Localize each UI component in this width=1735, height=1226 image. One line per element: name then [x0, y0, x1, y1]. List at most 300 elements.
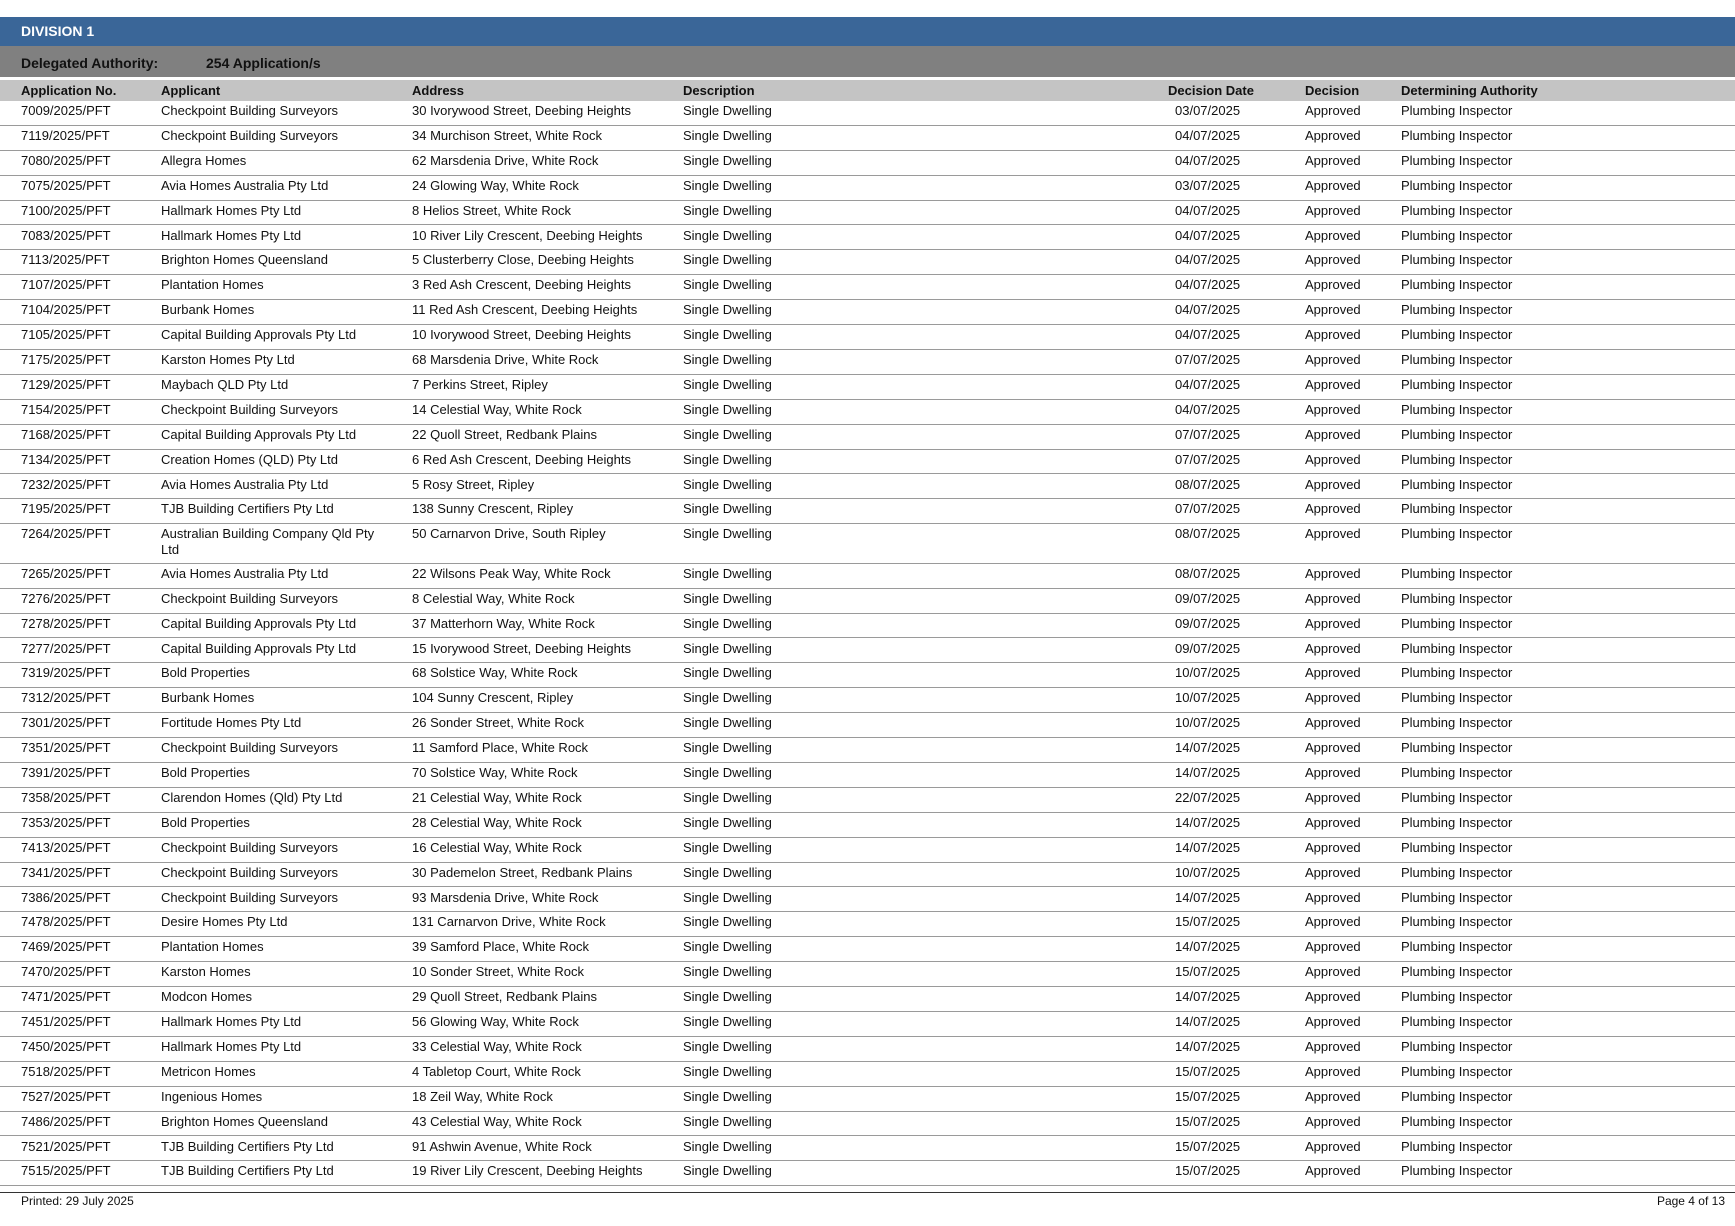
cell-application-no: 7341/2025/PFT — [21, 864, 111, 880]
cell-application-no: 7195/2025/PFT — [21, 501, 111, 517]
cell-decision-date: 04/07/2025 — [1175, 277, 1241, 293]
cell-application-no: 7075/2025/PFT — [21, 177, 111, 193]
cell-description: Single Dwelling — [683, 690, 772, 706]
authority-label: Delegated Authority: — [21, 55, 159, 71]
cell-decision: Approved — [1305, 1088, 1361, 1104]
cell-decision-date: 14/07/2025 — [1175, 1014, 1241, 1029]
table-row — [0, 738, 1735, 763]
cell-description: Single Dwelling — [683, 127, 772, 143]
cell-address: 5 Clusterberry Close, Deebing Heights — [412, 252, 634, 268]
cell-decision-date: 10/07/2025 — [1175, 864, 1241, 880]
cell-address: 26 Sonder Street, White Rock — [412, 715, 584, 731]
cell-application-no: 7264/2025/PFT — [21, 526, 111, 542]
cell-description: Single Dwelling — [683, 740, 772, 756]
cell-description: Single Dwelling — [683, 1113, 772, 1129]
cell-description: Single Dwelling — [683, 914, 772, 930]
cell-decision: Approved — [1305, 1014, 1361, 1029]
header-address: Address — [412, 83, 465, 98]
cell-decision: Approved — [1305, 964, 1361, 980]
cell-decision-date: 14/07/2025 — [1175, 889, 1241, 905]
cell-applicant: Hallmark Homes Pty Ltd — [161, 202, 302, 218]
cell-applicant: Capital Building Approvals Pty Ltd — [161, 426, 357, 442]
cell-decision: Approved — [1305, 914, 1361, 930]
cell-determining-authority: Plumbing Inspector — [1401, 590, 1513, 606]
cell-determining-authority: Plumbing Inspector — [1401, 964, 1513, 980]
cell-address: 19 River Lily Crescent, Deebing Heights — [412, 1163, 643, 1179]
cell-address: 21 Celestial Way, White Rock — [412, 789, 582, 805]
cell-application-no: 7080/2025/PFT — [21, 152, 111, 168]
cell-description: Single Dwelling — [683, 501, 772, 517]
table-row — [0, 1161, 1735, 1186]
cell-determining-authority: Plumbing Inspector — [1401, 451, 1513, 467]
cell-decision: Approved — [1305, 127, 1361, 143]
cell-determining-authority: Plumbing Inspector — [1401, 765, 1513, 780]
cell-decision: Approved — [1305, 177, 1361, 193]
cell-description: Single Dwelling — [683, 640, 772, 656]
cell-applicant: Modcon Homes — [161, 989, 253, 1005]
cell-decision: Approved — [1305, 864, 1361, 880]
cell-decision: Approved — [1305, 526, 1361, 542]
cell-determining-authority: Plumbing Inspector — [1401, 1038, 1513, 1054]
cell-determining-authority: Plumbing Inspector — [1401, 252, 1513, 268]
table-row — [0, 1062, 1735, 1087]
table-row — [0, 325, 1735, 350]
cell-decision-date: 14/07/2025 — [1175, 814, 1241, 830]
table-row — [0, 564, 1735, 589]
cell-decision: Approved — [1305, 476, 1361, 492]
cell-description: Single Dwelling — [683, 401, 772, 417]
cell-decision: Approved — [1305, 1163, 1361, 1179]
cell-address: 28 Celestial Way, White Rock — [412, 814, 582, 830]
cell-decision-date: 09/07/2025 — [1175, 640, 1241, 656]
cell-determining-authority: Plumbing Inspector — [1401, 1113, 1513, 1129]
cell-decision-date: 10/07/2025 — [1175, 665, 1241, 681]
table-row — [0, 912, 1735, 937]
cell-address: 3 Red Ash Crescent, Deebing Heights — [412, 277, 631, 293]
cell-applicant: Brighton Homes Queensland — [161, 252, 328, 268]
cell-description: Single Dwelling — [683, 451, 772, 467]
cell-determining-authority: Plumbing Inspector — [1401, 202, 1513, 218]
cell-determining-authority: Plumbing Inspector — [1401, 640, 1513, 656]
cell-description: Single Dwelling — [683, 1088, 772, 1104]
cell-decision-date: 03/07/2025 — [1175, 177, 1241, 193]
cell-application-no: 7478/2025/PFT — [21, 914, 111, 930]
cell-address: 22 Quoll Street, Redbank Plains — [412, 426, 597, 442]
cell-determining-authority: Plumbing Inspector — [1401, 1063, 1513, 1079]
cell-description: Single Dwelling — [683, 839, 772, 855]
cell-determining-authority: Plumbing Inspector — [1401, 939, 1513, 955]
cell-determining-authority: Plumbing Inspector — [1401, 476, 1513, 492]
cell-address: 104 Sunny Crescent, Ripley — [412, 690, 574, 706]
cell-applicant: Desire Homes Pty Ltd — [161, 914, 288, 930]
cell-determining-authority: Plumbing Inspector — [1401, 302, 1513, 318]
cell-application-no: 7319/2025/PFT — [21, 665, 111, 681]
cell-determining-authority: Plumbing Inspector — [1401, 864, 1513, 880]
cell-address: 14 Celestial Way, White Rock — [412, 401, 582, 417]
cell-decision: Approved — [1305, 1038, 1361, 1054]
cell-address: 91 Ashwin Avenue, White Rock — [412, 1138, 592, 1154]
table-header — [0, 80, 1735, 101]
table-row — [0, 813, 1735, 838]
cell-decision: Approved — [1305, 103, 1361, 118]
cell-description: Single Dwelling — [683, 1163, 772, 1179]
cell-description: Single Dwelling — [683, 277, 772, 293]
cell-decision: Approved — [1305, 989, 1361, 1005]
cell-decision: Approved — [1305, 615, 1361, 631]
cell-decision: Approved — [1305, 1063, 1361, 1079]
cell-applicant: Capital Building Approvals Pty Ltd — [161, 327, 357, 343]
cell-determining-authority: Plumbing Inspector — [1401, 376, 1513, 392]
cell-application-no: 7168/2025/PFT — [21, 426, 111, 442]
cell-decision: Approved — [1305, 814, 1361, 830]
cell-application-no: 7105/2025/PFT — [21, 327, 111, 343]
cell-decision-date: 09/07/2025 — [1175, 590, 1241, 606]
cell-application-no: 7451/2025/PFT — [21, 1014, 111, 1029]
table-row — [0, 987, 1735, 1012]
cell-decision-date: 22/07/2025 — [1175, 789, 1241, 805]
table-row — [0, 176, 1735, 201]
cell-determining-authority: Plumbing Inspector — [1401, 615, 1513, 631]
cell-address: 10 Sonder Street, White Rock — [412, 964, 584, 980]
cell-determining-authority: Plumbing Inspector — [1401, 989, 1513, 1005]
cell-address: 68 Marsdenia Drive, White Rock — [412, 352, 599, 367]
page-number: Page 4 of 13 — [1656, 1194, 1725, 1208]
cell-applicant: Clarendon Homes (Qld) Pty Ltd — [161, 789, 343, 805]
cell-decision: Approved — [1305, 451, 1361, 467]
cell-description: Single Dwelling — [683, 202, 772, 218]
cell-decision: Approved — [1305, 252, 1361, 268]
cell-application-no: 7175/2025/PFT — [21, 352, 111, 367]
cell-address: 7 Perkins Street, Ripley — [412, 376, 548, 392]
cell-decision: Approved — [1305, 202, 1361, 218]
cell-application-no: 7470/2025/PFT — [21, 964, 111, 980]
cell-application-no: 7391/2025/PFT — [21, 765, 111, 780]
cell-applicant: Capital Building Approvals Pty Ltd — [161, 615, 357, 631]
cell-description: Single Dwelling — [683, 964, 772, 980]
table-row — [0, 788, 1735, 813]
cell-address: 8 Celestial Way, White Rock — [412, 590, 575, 606]
cell-address: 30 Pademelon Street, Redbank Plains — [412, 864, 633, 880]
cell-determining-authority: Plumbing Inspector — [1401, 665, 1513, 681]
cell-applicant: Burbank Homes — [161, 302, 255, 318]
cell-address: 39 Samford Place, White Rock — [412, 939, 590, 955]
cell-description: Single Dwelling — [683, 426, 772, 442]
header-application-no: Application No. — [21, 83, 117, 98]
cell-decision-date: 14/07/2025 — [1175, 939, 1241, 955]
cell-decision: Approved — [1305, 302, 1361, 318]
cell-decision-date: 09/07/2025 — [1175, 615, 1241, 631]
cell-applicant: Brighton Homes Queensland — [161, 1113, 328, 1129]
table-row — [0, 275, 1735, 300]
cell-determining-authority: Plumbing Inspector — [1401, 227, 1513, 243]
cell-applicant: Checkpoint Building Surveyors — [161, 401, 339, 417]
cell-applicant: Allegra Homes — [161, 152, 247, 168]
cell-description: Single Dwelling — [683, 177, 772, 193]
cell-description: Single Dwelling — [683, 1138, 772, 1154]
table-row — [0, 1037, 1735, 1062]
table-row — [0, 763, 1735, 788]
cell-applicant: Fortitude Homes Pty Ltd — [161, 715, 302, 731]
table-row — [0, 151, 1735, 176]
cell-applicant: Karston Homes Pty Ltd — [161, 352, 295, 367]
cell-decision: Approved — [1305, 939, 1361, 955]
cell-description: Single Dwelling — [683, 864, 772, 880]
cell-decision-date: 07/07/2025 — [1175, 501, 1241, 517]
cell-application-no: 7104/2025/PFT — [21, 302, 111, 318]
cell-address: 11 Red Ash Crescent, Deebing Heights — [412, 302, 638, 318]
cell-application-no: 7351/2025/PFT — [21, 740, 111, 756]
footer-divider — [0, 1192, 1735, 1193]
cell-applicant: Bold Properties — [161, 814, 250, 830]
cell-decision-date: 04/07/2025 — [1175, 401, 1241, 417]
cell-address: 10 Ivorywood Street, Deebing Heights — [412, 327, 631, 343]
cell-decision-date: 14/07/2025 — [1175, 989, 1241, 1005]
cell-address: 8 Helios Street, White Rock — [412, 202, 571, 218]
cell-decision: Approved — [1305, 277, 1361, 293]
table-row — [0, 300, 1735, 325]
cell-decision-date: 15/07/2025 — [1175, 1063, 1241, 1079]
cell-address: 4 Tabletop Court, White Rock — [412, 1063, 581, 1079]
cell-applicant: TJB Building Certifiers Pty Ltd — [161, 1163, 334, 1179]
cell-application-no: 7113/2025/PFT — [21, 252, 110, 268]
cell-description: Single Dwelling — [683, 665, 772, 681]
header-description: Description — [683, 83, 755, 98]
cell-decision-date: 04/07/2025 — [1175, 202, 1241, 218]
cell-determining-authority: Plumbing Inspector — [1401, 426, 1513, 442]
table-row — [0, 475, 1735, 500]
cell-address: 68 Solstice Way, White Rock — [412, 665, 578, 681]
cell-application-no: 7301/2025/PFT — [21, 715, 111, 731]
cell-address: 29 Quoll Street, Redbank Plains — [412, 989, 597, 1005]
cell-decision-date: 04/07/2025 — [1175, 252, 1241, 268]
cell-decision-date: 14/07/2025 — [1175, 839, 1241, 855]
cell-decision-date: 08/07/2025 — [1175, 526, 1241, 542]
table-row — [0, 126, 1735, 151]
cell-decision: Approved — [1305, 789, 1361, 805]
cell-description: Single Dwelling — [683, 765, 772, 780]
cell-determining-authority: Plumbing Inspector — [1401, 1088, 1513, 1104]
cell-decision: Approved — [1305, 401, 1361, 417]
cell-determining-authority: Plumbing Inspector — [1401, 1014, 1513, 1029]
cell-decision: Approved — [1305, 1138, 1361, 1154]
cell-decision-date: 07/07/2025 — [1175, 426, 1241, 442]
table-row — [0, 101, 1735, 126]
cell-decision: Approved — [1305, 889, 1361, 905]
table-row — [0, 888, 1735, 913]
application-count: 254 Application/s — [206, 55, 321, 71]
cell-applicant: Capital Building Approvals Pty Ltd — [161, 640, 357, 656]
cell-applicant: Plantation Homes — [161, 277, 264, 293]
cell-determining-authority: Plumbing Inspector — [1401, 715, 1513, 731]
table-row — [0, 499, 1735, 524]
cell-applicant: Checkpoint Building Surveyors — [161, 103, 339, 118]
cell-description: Single Dwelling — [683, 352, 772, 367]
cell-applicant: Hallmark Homes Pty Ltd — [161, 1014, 302, 1029]
cell-applicant: Checkpoint Building Surveyors — [161, 590, 339, 606]
cell-address: 43 Celestial Way, White Rock — [412, 1113, 582, 1129]
cell-determining-authority: Plumbing Inspector — [1401, 277, 1513, 293]
table-row — [0, 375, 1735, 400]
cell-description: Single Dwelling — [683, 590, 772, 606]
cell-decision: Approved — [1305, 715, 1361, 731]
cell-decision: Approved — [1305, 665, 1361, 681]
table-row — [0, 1112, 1735, 1137]
cell-applicant: Burbank Homes — [161, 690, 255, 706]
cell-application-no: 7277/2025/PFT — [21, 640, 111, 656]
cell-applicant: Plantation Homes — [161, 939, 264, 955]
cell-decision: Approved — [1305, 327, 1361, 343]
cell-decision-date: 04/07/2025 — [1175, 227, 1241, 243]
cell-description: Single Dwelling — [683, 1038, 772, 1054]
cell-application-no: 7154/2025/PFT — [21, 401, 111, 417]
cell-determining-authority: Plumbing Inspector — [1401, 177, 1513, 193]
cell-decision-date: 10/07/2025 — [1175, 690, 1241, 706]
cell-application-no: 7515/2025/PFT — [21, 1163, 111, 1179]
cell-application-no: 7358/2025/PFT — [21, 789, 111, 805]
cell-applicant: Australian Building Company Qld Pty Ltd — [161, 526, 375, 558]
table-row — [0, 450, 1735, 475]
table-row — [0, 400, 1735, 425]
table-row — [0, 688, 1735, 713]
cell-decision: Approved — [1305, 352, 1361, 367]
cell-description: Single Dwelling — [683, 526, 772, 542]
cell-decision-date: 15/07/2025 — [1175, 1088, 1241, 1104]
cell-applicant: TJB Building Certifiers Pty Ltd — [161, 501, 334, 517]
cell-address: 50 Carnarvon Drive, South Ripley — [412, 526, 606, 542]
header-applicant: Applicant — [161, 83, 221, 98]
cell-application-no: 7083/2025/PFT — [21, 227, 111, 243]
cell-address: 138 Sunny Crescent, Ripley — [412, 501, 574, 517]
cell-determining-authority: Plumbing Inspector — [1401, 690, 1513, 706]
cell-application-no: 7518/2025/PFT — [21, 1063, 111, 1079]
table-row — [0, 937, 1735, 962]
cell-description: Single Dwelling — [683, 103, 772, 118]
cell-application-no: 7265/2025/PFT — [21, 565, 111, 581]
table-row — [0, 838, 1735, 863]
cell-decision-date: 04/07/2025 — [1175, 376, 1241, 392]
cell-decision-date: 03/07/2025 — [1175, 103, 1241, 118]
cell-decision: Approved — [1305, 227, 1361, 243]
cell-application-no: 7119/2025/PFT — [21, 127, 110, 143]
cell-decision-date: 04/07/2025 — [1175, 152, 1241, 168]
cell-decision: Approved — [1305, 1113, 1361, 1129]
cell-description: Single Dwelling — [683, 252, 772, 268]
table-row — [0, 250, 1735, 275]
cell-decision: Approved — [1305, 640, 1361, 656]
cell-decision-date: 08/07/2025 — [1175, 565, 1241, 581]
table-row — [0, 350, 1735, 375]
table-row — [0, 1087, 1735, 1112]
cell-application-no: 7312/2025/PFT — [21, 690, 111, 706]
cell-applicant: Metricon Homes — [161, 1063, 256, 1079]
table-row — [0, 589, 1735, 614]
cell-determining-authority: Plumbing Inspector — [1401, 127, 1513, 143]
cell-application-no: 7469/2025/PFT — [21, 939, 111, 955]
cell-application-no: 7486/2025/PFT — [21, 1113, 111, 1129]
cell-address: 18 Zeil Way, White Rock — [412, 1088, 553, 1104]
cell-determining-authority: Plumbing Inspector — [1401, 839, 1513, 855]
cell-description: Single Dwelling — [683, 789, 772, 805]
cell-address: 93 Marsdenia Drive, White Rock — [412, 889, 599, 905]
cell-determining-authority: Plumbing Inspector — [1401, 814, 1513, 830]
cell-determining-authority: Plumbing Inspector — [1401, 914, 1513, 930]
cell-decision: Approved — [1305, 740, 1361, 756]
cell-decision-date: 15/07/2025 — [1175, 964, 1241, 980]
cell-application-no: 7386/2025/PFT — [21, 889, 111, 905]
cell-applicant: Hallmark Homes Pty Ltd — [161, 227, 302, 243]
cell-decision: Approved — [1305, 765, 1361, 780]
cell-application-no: 7521/2025/PFT — [21, 1138, 111, 1154]
cell-description: Single Dwelling — [683, 376, 772, 392]
cell-applicant: Bold Properties — [161, 765, 250, 780]
cell-application-no: 7276/2025/PFT — [21, 590, 111, 606]
cell-applicant: Avia Homes Australia Pty Ltd — [161, 476, 329, 492]
table-row — [0, 639, 1735, 664]
cell-decision: Approved — [1305, 590, 1361, 606]
header-determining-authority: Determining Authority — [1401, 83, 1538, 98]
cell-description: Single Dwelling — [683, 1063, 772, 1079]
cell-decision: Approved — [1305, 690, 1361, 706]
cell-description: Single Dwelling — [683, 814, 772, 830]
cell-application-no: 7009/2025/PFT — [21, 103, 111, 118]
table-row — [0, 226, 1735, 251]
cell-determining-authority: Plumbing Inspector — [1401, 152, 1513, 168]
cell-applicant: Ingenious Homes — [161, 1088, 263, 1104]
table-row — [0, 201, 1735, 226]
cell-determining-authority: Plumbing Inspector — [1401, 740, 1513, 756]
cell-decision-date: 04/07/2025 — [1175, 127, 1241, 143]
cell-decision-date: 14/07/2025 — [1175, 1038, 1241, 1054]
cell-application-no: 7413/2025/PFT — [21, 839, 111, 855]
cell-description: Single Dwelling — [683, 715, 772, 731]
cell-decision-date: 15/07/2025 — [1175, 1163, 1241, 1179]
cell-application-no: 7527/2025/PFT — [21, 1088, 111, 1104]
cell-decision: Approved — [1305, 376, 1361, 392]
cell-determining-authority: Plumbing Inspector — [1401, 889, 1513, 905]
cell-address: 131 Carnarvon Drive, White Rock — [412, 914, 606, 930]
cell-determining-authority: Plumbing Inspector — [1401, 501, 1513, 517]
cell-determining-authority: Plumbing Inspector — [1401, 352, 1513, 367]
cell-decision: Approved — [1305, 426, 1361, 442]
cell-decision: Approved — [1305, 565, 1361, 581]
cell-determining-authority: Plumbing Inspector — [1401, 789, 1513, 805]
delegated-authority-bar — [0, 46, 1735, 77]
cell-application-no: 7450/2025/PFT — [21, 1038, 111, 1054]
header-decision-date: Decision Date — [1168, 83, 1254, 98]
cell-description: Single Dwelling — [683, 1014, 772, 1029]
cell-determining-authority: Plumbing Inspector — [1401, 526, 1513, 542]
cell-address: 62 Marsdenia Drive, White Rock — [412, 152, 599, 168]
cell-determining-authority: Plumbing Inspector — [1401, 565, 1513, 581]
cell-applicant: Bold Properties — [161, 665, 250, 681]
cell-description: Single Dwelling — [683, 889, 772, 905]
cell-applicant: Hallmark Homes Pty Ltd — [161, 1038, 302, 1054]
cell-application-no: 7232/2025/PFT — [21, 476, 111, 492]
cell-application-no: 7278/2025/PFT — [21, 615, 111, 631]
cell-address: 70 Solstice Way, White Rock — [412, 765, 578, 780]
cell-applicant: Creation Homes (QLD) Pty Ltd — [161, 451, 339, 467]
cell-determining-authority: Plumbing Inspector — [1401, 103, 1513, 118]
table-row — [0, 962, 1735, 987]
table-row — [0, 1012, 1735, 1037]
cell-determining-authority: Plumbing Inspector — [1401, 401, 1513, 417]
cell-determining-authority: Plumbing Inspector — [1401, 1163, 1513, 1179]
table-row — [0, 663, 1735, 688]
cell-address: 10 River Lily Crescent, Deebing Heights — [412, 227, 643, 243]
cell-application-no: 7107/2025/PFT — [21, 277, 111, 293]
cell-address: 34 Murchison Street, White Rock — [412, 127, 603, 143]
cell-decision-date: 14/07/2025 — [1175, 740, 1241, 756]
